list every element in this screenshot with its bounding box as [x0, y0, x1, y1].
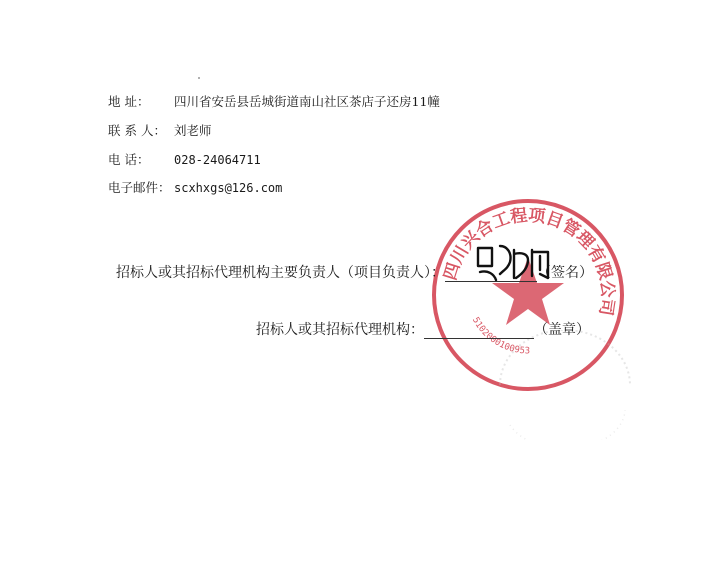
- phone-label: 电 话：: [108, 152, 150, 167]
- scan-speck: [198, 77, 200, 79]
- email-row: [108, 178, 282, 196]
- agency-seal-suffix: （盖章）: [534, 322, 590, 338]
- contact-person-row: [108, 121, 212, 139]
- leader-signature-label: 招标人或其招标代理机构主要负责人（项目负责人）：: [116, 265, 445, 281]
- address-row: [108, 92, 440, 110]
- leader-signature-suffix: （签名）: [537, 265, 593, 281]
- handwritten-signature: [470, 240, 560, 286]
- seal-serial-number: 5102000100953: [469, 315, 531, 357]
- email-label: 电子邮件：: [108, 180, 171, 195]
- contact-person-label: 联 系 人：: [108, 123, 166, 138]
- address-value: 四川省安岳县岳城街道南山社区茶店子还房11幢: [174, 94, 440, 109]
- contact-person-value: 刘老师: [174, 123, 212, 138]
- agency-seal-line: [256, 319, 590, 339]
- seal-ring-text: 四川兴合工程项目管理有限公司: [440, 205, 618, 317]
- phone-row: [108, 150, 261, 168]
- address-label: 地 址：: [108, 94, 150, 109]
- phone-value: 028-24064711: [174, 153, 261, 167]
- agency-seal-blank: [424, 320, 534, 339]
- faint-stamp-impression: [490, 330, 640, 440]
- email-value: scxhxgs@126.com: [174, 181, 283, 195]
- agency-seal-label: 招标人或其招标代理机构：: [256, 322, 424, 338]
